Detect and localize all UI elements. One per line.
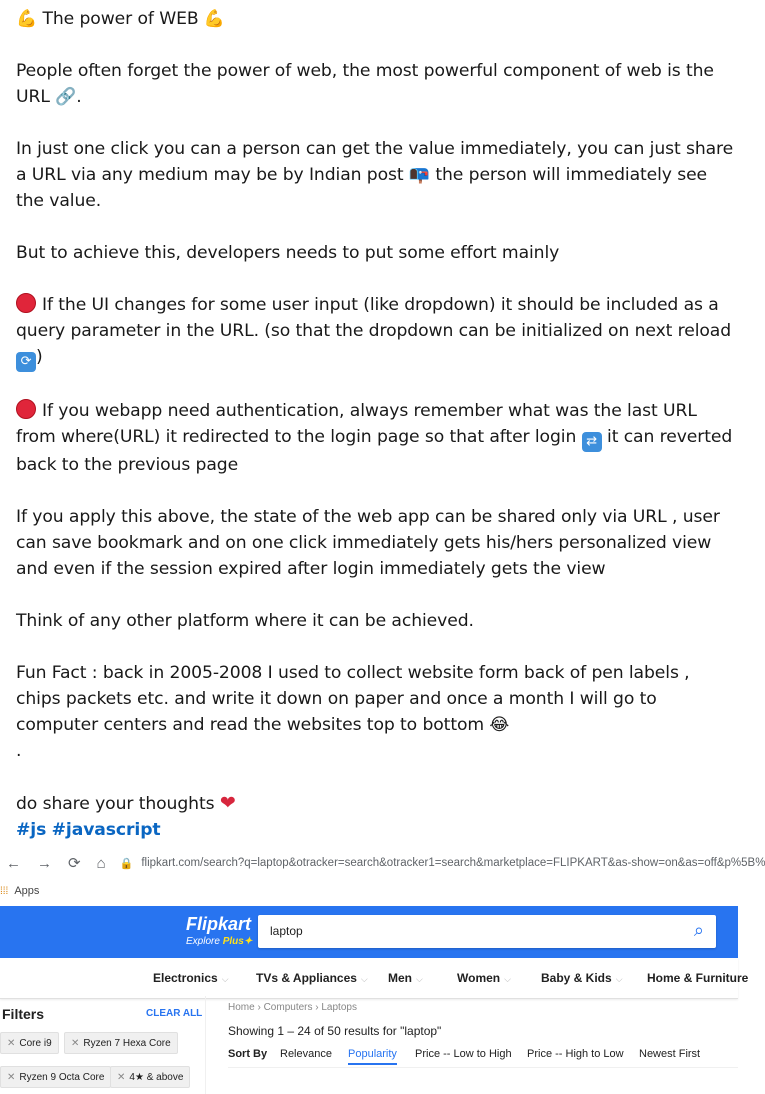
paragraph-8-text: Fun Fact : back in 2005-2008 I used to collect website form back of pen labels , chips packets etc. and write it down on paper and once a month I will go to computer centers and read the websites top to bottom	[16, 663, 690, 735]
paragraph-9-text: do share your thoughts	[16, 794, 215, 814]
category-electronics[interactable]	[153, 971, 229, 985]
filter-chip-ryzen-7[interactable]	[64, 1032, 178, 1054]
home-icon[interactable]: ⌂	[96, 854, 106, 872]
filters-panel	[0, 996, 206, 1094]
chip-label: 4★ & above	[129, 1072, 184, 1083]
paragraph-3	[16, 240, 734, 266]
chevron-down-icon: ⌵	[504, 974, 511, 984]
breadcrumb-laptops[interactable]: Laptops	[321, 1002, 357, 1013]
red-circle-icon	[16, 399, 36, 419]
tagline-plus: Plus	[222, 936, 244, 947]
sort-newest[interactable]: Newest First	[639, 1048, 701, 1060]
category-label: TVs & Appliances	[256, 971, 357, 985]
category-label: Men	[388, 971, 412, 985]
hashtag-javascript[interactable]: #javascript	[51, 820, 161, 840]
laughing-face-icon: 😂	[489, 715, 510, 735]
close-icon[interactable]: ✕	[117, 1072, 126, 1083]
paragraph-3-text: But to achieve this, developers needs to put some effort mainly	[16, 243, 560, 263]
paragraph-4-text: If the UI changes for some user input (like dropdown) it should be included as a query parameter in the URL. (so that the dropdown can be initialized on next reload	[16, 295, 732, 341]
filter-chip-rating[interactable]	[110, 1066, 190, 1088]
paragraph-5	[16, 398, 734, 478]
breadcrumb-computers[interactable]: Computers	[263, 1002, 313, 1013]
paragraph-7	[16, 608, 734, 634]
category-label: Baby & Kids	[541, 971, 612, 985]
forward-icon[interactable]: →	[37, 854, 52, 872]
flipkart-screenshot	[0, 846, 765, 1094]
category-men[interactable]	[388, 971, 423, 985]
breadcrumb	[228, 1002, 357, 1013]
chevron-down-icon: ⌵	[221, 974, 229, 984]
post-body	[16, 6, 734, 843]
paragraph-2-text-b: the person will immediately see the value.	[16, 165, 708, 211]
results-header	[228, 996, 738, 1094]
category-baby-kids[interactable]	[541, 971, 623, 985]
paragraph-7-text: Think of any other platform where it can be achieved.	[16, 611, 474, 631]
url-text[interactable]: flipkart.com/search?q=laptop&otracker=search&otracker1=search&marketplace=FLIPKART&as-show=on&as=off&p%5B%	[141, 857, 765, 869]
search-box[interactable]	[258, 915, 716, 948]
hashtag-js[interactable]: #js	[16, 820, 47, 840]
dot-line	[16, 738, 734, 764]
chip-label: Ryzen 7 Hexa Core	[83, 1038, 171, 1049]
dot-text: .	[16, 741, 22, 761]
back-icon[interactable]: ←	[6, 854, 21, 872]
category-label: Electronics	[153, 971, 218, 985]
flexed-biceps-icon: 💪	[16, 9, 38, 29]
post-title-line	[16, 6, 734, 32]
paragraph-9	[16, 790, 734, 817]
post-title: The power of WEB	[42, 9, 199, 29]
paragraph-4-end: )	[36, 347, 43, 367]
flipkart-logo[interactable]: Flipkart	[186, 914, 252, 934]
chevron-down-icon: ⌵	[360, 974, 368, 984]
divider	[228, 1067, 738, 1068]
repeat-icon: ⇄	[582, 432, 602, 452]
chevron-right-icon: ›	[257, 1002, 264, 1013]
category-home-furniture[interactable]	[647, 971, 748, 985]
lock-icon: 🔒	[119, 857, 134, 870]
sort-by-label: Sort By	[228, 1048, 268, 1060]
apps-grid-icon: ⁞⁞⁞	[0, 885, 9, 897]
tagline-explore: Explore	[186, 936, 220, 947]
paragraph-8	[16, 660, 734, 738]
flipkart-tagline	[186, 936, 252, 947]
paragraph-6	[16, 504, 734, 582]
chevron-right-icon: ›	[315, 1002, 322, 1013]
plus-icon: ✦	[243, 936, 253, 947]
search-input[interactable]: laptop	[270, 924, 303, 938]
sort-price-low-high[interactable]: Price -- Low to High	[415, 1048, 512, 1060]
close-icon[interactable]: ✕	[71, 1038, 80, 1049]
sort-price-high-low[interactable]: Price -- High to Low	[527, 1048, 624, 1060]
flipkart-header	[0, 906, 738, 958]
reload-icon: ⟳	[16, 352, 36, 372]
paragraph-2	[16, 136, 734, 214]
red-circle-icon	[16, 293, 36, 313]
search-icon[interactable]: ⌕	[693, 920, 704, 940]
filters-title: Filters	[2, 1006, 45, 1022]
bookmarks-bar	[0, 882, 39, 900]
paragraph-5-text-a: If you webapp need authentication, always remember what was the last URL from where(URL) it redirected to the login page so that after login	[16, 401, 697, 447]
chevron-down-icon: ⌵	[615, 974, 623, 984]
category-label: Women	[457, 971, 501, 985]
chip-label: Core i9	[19, 1038, 52, 1049]
sort-relevance[interactable]: Relevance	[280, 1048, 332, 1060]
paperclip-icon: 🔗	[55, 87, 77, 107]
hashtags	[16, 817, 734, 843]
paragraph-6-text: If you apply this above, the state of the web app can be shared only via URL , user can save bookmark and on one click immediately gets his/hers personalized view and even if the session expired after login immediately gets the view	[16, 507, 720, 579]
paragraph-2-text-a: In just one click you can a person can get the value immediately, you can just share a URL via any medium may be by Indian post	[16, 139, 734, 185]
apps-link[interactable]: Apps	[14, 885, 40, 897]
close-icon[interactable]: ✕	[7, 1038, 16, 1049]
reload-icon[interactable]: ⟳	[68, 855, 81, 872]
chevron-down-icon: ⌵	[416, 974, 423, 984]
category-menu	[0, 958, 749, 999]
breadcrumb-home[interactable]: Home	[228, 1002, 255, 1013]
filter-chip-ryzen-9[interactable]	[0, 1066, 111, 1088]
chip-label: Ryzen 9 Octa Core	[19, 1072, 105, 1083]
close-icon[interactable]: ✕	[7, 1072, 16, 1083]
category-tvs-appliances[interactable]	[256, 971, 368, 985]
category-label: Home & Furniture	[647, 971, 749, 985]
paragraph-4	[16, 292, 734, 372]
red-heart-icon: ❤	[219, 792, 236, 814]
filter-chip-core-i9[interactable]	[0, 1032, 59, 1054]
category-women[interactable]	[457, 971, 511, 985]
flexed-biceps-icon: 💪	[203, 9, 225, 29]
paragraph-1-text: People often forget the power of web, the most powerful component of web is the URL	[16, 61, 714, 107]
browser-address-bar	[0, 846, 765, 880]
sort-popularity[interactable]: Popularity	[348, 1048, 397, 1065]
paragraph-5-text-b: it can reverted back to the previous page	[16, 427, 733, 475]
paragraph-1-end: .	[76, 87, 82, 107]
results-count: Showing 1 – 24 of 50 results for "laptop"	[228, 1024, 442, 1038]
mailbox-icon: 📭	[408, 165, 430, 185]
paragraph-1	[16, 58, 734, 110]
clear-all-button[interactable]: CLEAR ALL	[146, 1008, 203, 1019]
